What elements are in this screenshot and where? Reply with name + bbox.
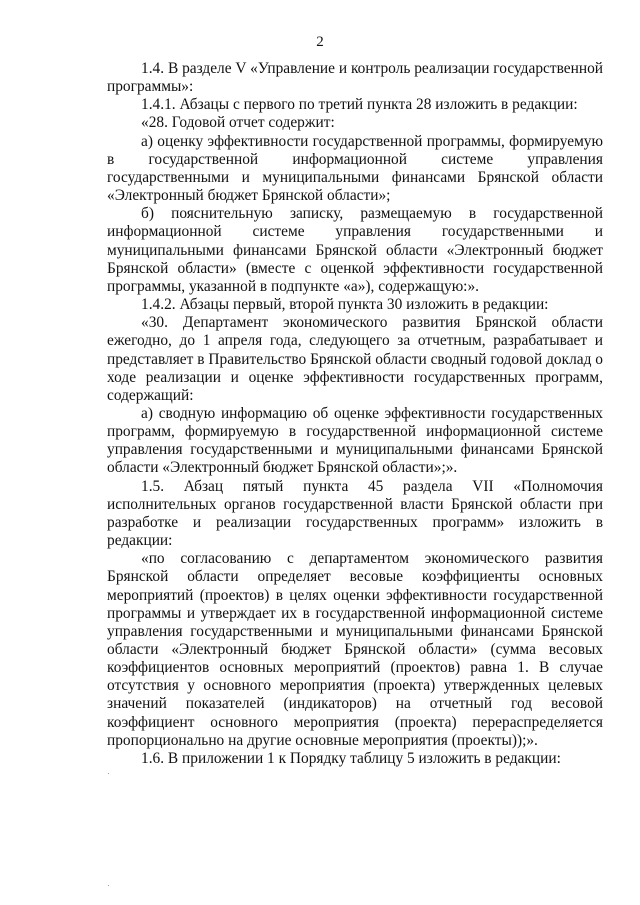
paragraph-30-a: а) сводную информацию об оценке эффективности государственных программ, формируемую в государственной информационной системе управления государственными и муниципальными финансами Брянской области «Электронный бюджет Брянской области»;».	[107, 404, 603, 477]
paragraph-28-intro: «28. Годовой отчет содержит:	[141, 114, 335, 132]
paragraph-28-b: б) пояснительную записку, размещаемую в государственной информационной системе управления государственными и муниципальными финансами Брянской области «Электронный бюджет Брянской области» (вместе с оценкой эффективности государственной программы, указанной в подпункте «а»), содержащую:».	[107, 205, 603, 295]
paragraph-28-a: а) оценку эффективности государственной программы, формируемую в государственной информационной системе управления государственными и муниципальными финансами Брянской области «Электронный бюджет Брянской области»;	[107, 132, 603, 205]
paragraph-45-text: «по согласованию с департаментом экономического развития Брянской области определяет весовые коэффициенты основных мероприятий (проектов) в целях оценки эффективности государственной программы и утверждает их в государственной информационной системе управления государственными и муниципальными финансами Брянской области «Электронный бюджет Брянской области» (сумма весовых коэффициентов основных мероприятий (проектов) равна 1. В случае отсутствия у основного мероприятия (проекта) утвержденных целевых значений показателей (индикаторов) на отчетный год весовой коэффициент основного мероприятия (проекта) перераспределяется пропорционально на другие основные мероприятия (проекты));».	[107, 550, 603, 749]
paragraph-30: «30. Департамент экономического развития Брянской области ежегодно, до 1 апреля года, следующего за отчетным, разрабатывает и представляет в Правительство Брянской области сводный годовой доклад о ходе реализации и оценке эффективности государственных программ, содержащий:	[107, 314, 603, 404]
scan-artifact	[108, 773, 109, 774]
paragraph-1-4-2: 1.4.2. Абзацы первый, второй пункта 30 изложить в редакции:	[141, 296, 549, 314]
paragraph-1-4: 1.4. В разделе V «Управление и контроль реализации государственной программы»:	[107, 60, 603, 96]
document-body	[107, 60, 603, 768]
page-number: 2	[316, 34, 324, 50]
paragraph-1-4-1: 1.4.1. Абзацы с первого по третий пункта 28 изложить в редакции:	[141, 96, 578, 114]
paragraph-1-6: 1.6. В приложении 1 к Порядку таблицу 5 изложить в редакции:	[141, 749, 561, 767]
scan-artifact	[108, 885, 109, 886]
paragraph-1-5: 1.5. Абзац пятый пункта 45 раздела VII «Полномочия исполнительных органов государственной власти Брянской области при разработке и реализации государственных программ» изложить в редакции:	[107, 477, 603, 550]
